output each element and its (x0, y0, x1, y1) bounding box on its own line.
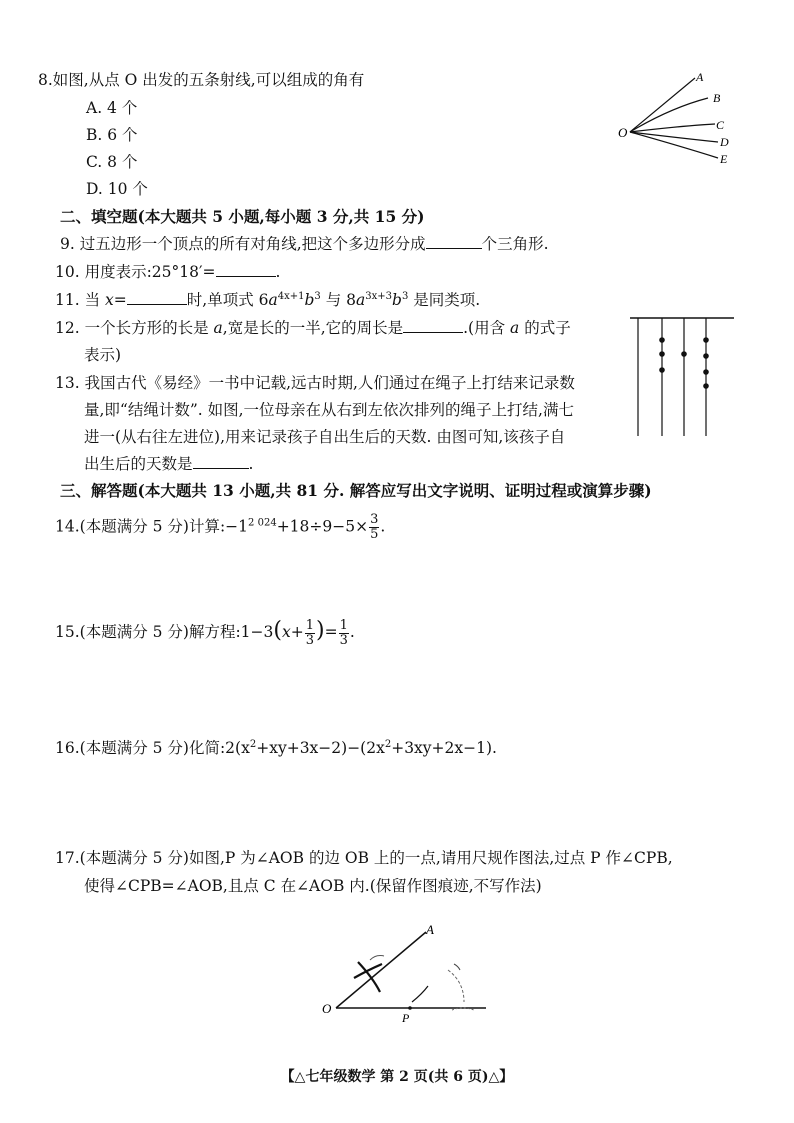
q17-angle-figure (318, 920, 498, 1030)
q13-line1: 13. 我国古代《易经》一书中记载,远古时期,人们通过在绳子上打结来记录数 (55, 374, 575, 392)
q17-label-p: P (402, 1011, 410, 1025)
q13-line2: 量,即“结绳计数”. 如图,一位母亲在从右到左依次排列的绳子上打结,满七 (84, 401, 574, 419)
q8-option-c: C. 8 个 (86, 153, 138, 171)
q8-label-d: D (720, 135, 729, 149)
q11: 11. 当 x= 时,单项式 $6a^{4x+1}b^3$ 与 $8a^{3x+3}b^3$ 是同类项. (55, 290, 481, 309)
q12-line2: 表示) (84, 346, 122, 364)
q12-line1: 12. 一个长方形的长是 a,宽是长的一半,它的周长是 .(用含 a 的式子 (55, 319, 571, 337)
q8-option-d: D. 10 个 (86, 180, 148, 198)
q8-rays-figure (610, 68, 750, 168)
q8-label-a: A (696, 70, 704, 84)
q8-label-o: O (618, 125, 628, 140)
q8-option-a: A. 4 个 (86, 99, 138, 117)
section2-heading: 二、填空题(本大题共 5 小题,每小题 3 分,共 15 分) (60, 207, 425, 226)
q17-line1: 17.(本题满分 5 分)如图,P 为∠AOB 的边 OB 上的一点,请用尺规作图法,过点 P 作∠CPB, (55, 849, 673, 867)
q8-option-b: B. 6 个 (86, 126, 138, 144)
q13-line4: 出生后的天数是 . (84, 455, 254, 473)
q17-line2: 使得∠CPB=∠AOB,且点 C 在∠AOB 内.(保留作图痕迹,不写作法) (84, 877, 542, 895)
q9: 9. 过五边形一个顶点的所有对角线,把这个多边形分成 个三角形. (60, 235, 549, 253)
q8-label-b: B (713, 91, 721, 105)
q8-label-c: C (716, 118, 725, 132)
q14: 14.(本题满分 5 分)计算$:-1^{2 024}+18\div 9-5\times$ $\frac{3}{5}$ . (55, 512, 386, 542)
q16: 16.(本题满分 5 分)化简$:2(x^2+xy+3x-2)-(2x^2+3xy+2x-1)$. (55, 738, 497, 757)
knot-rope-figure (630, 314, 734, 440)
q15: 15.(本题满分 5 分)解方程:1−3(x+ $\frac{1}{3}$ )= $\frac{1}{3}$ . (55, 617, 355, 648)
page-footer: 【△七年级数学 第 2 页(共 6 页)△】 (280, 1069, 514, 1085)
section3-heading: 三、解答题(本大题共 13 小题,共 81 分. 解答应写出文字说明、证明过程或演算步骤) (60, 481, 652, 500)
q8-stem: 8.如图,从点 O 出发的五条射线,可以组成的角有 (38, 71, 365, 89)
q8-label-e: E (720, 152, 728, 166)
q13-line3: 进一(从右往左进位),用来记录孩子自出生后的天数. 由图可知,该孩子自 (84, 428, 566, 446)
q17-label-a: A (426, 922, 434, 937)
q10: 10. 用度表示:25°18′= . (55, 263, 281, 281)
q17-label-o: O (322, 1001, 332, 1016)
